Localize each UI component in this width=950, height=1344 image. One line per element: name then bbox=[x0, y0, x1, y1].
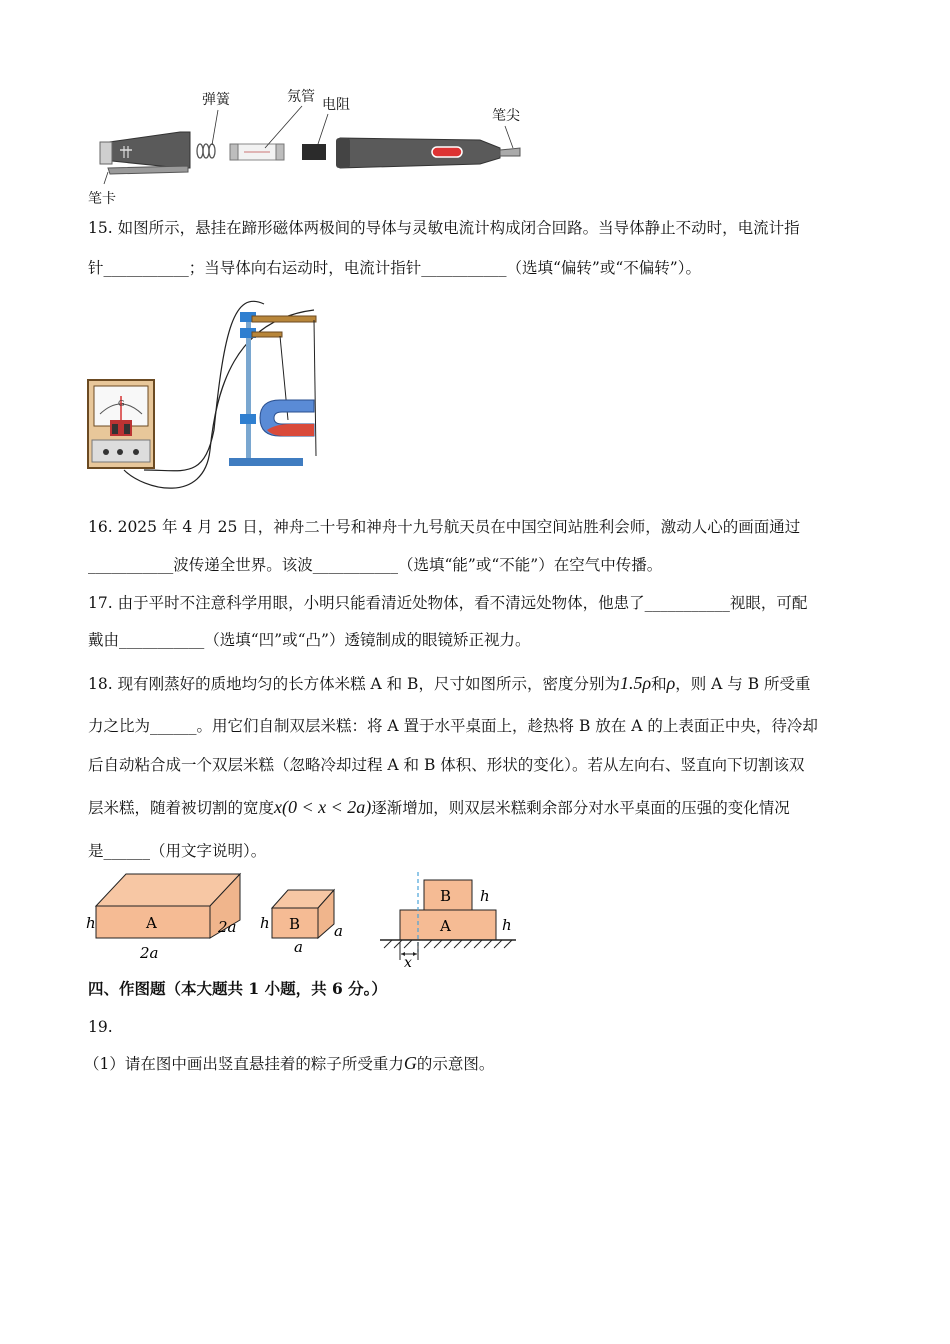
q18-line4-text-b: 逐渐增加，则双层米糕剩余部分对水平桌面的压强的变化情况 bbox=[371, 799, 790, 817]
density-a: 1.5ρ bbox=[619, 673, 652, 693]
q19-sub1-text-a: （1）请在图中画出竖直悬挂着的粽子所受重力 bbox=[84, 1055, 404, 1073]
q16-line2: ___________波传递全世界。该波___________（选填“能”或“不能”）在空气中传播。 bbox=[88, 556, 663, 574]
q18-line3: 后自动粘合成一个双层米糕（忽略冷却过程 A 和 B 体积、形状的变化）。若从左向右、竖直向下切割该双 bbox=[88, 756, 805, 774]
q18-line1-text-b: ，则 A 与 B 所受重 bbox=[675, 675, 811, 693]
fig-a-width: 2a bbox=[140, 944, 159, 962]
q18-line4 bbox=[88, 796, 790, 819]
fig-b-width: a bbox=[294, 938, 303, 956]
rice-cake-figure bbox=[84, 868, 534, 968]
width-expression: x(0 < x < 2a) bbox=[274, 797, 372, 817]
density-b: ρ bbox=[666, 673, 676, 693]
q19-sub1 bbox=[84, 1052, 494, 1075]
label-pen-tip: 笔尖 bbox=[492, 108, 520, 124]
q19-number: 19. bbox=[88, 1018, 113, 1036]
q18-line1-and: 和 bbox=[651, 675, 667, 693]
test-pen-figure bbox=[80, 88, 540, 208]
q17-line2: 戴由___________（选填“凹”或“凸”）透镜制成的眼镜矫正视力。 bbox=[88, 631, 531, 649]
fig-x-label: x bbox=[404, 955, 412, 968]
label-neon-tube: 氖管 bbox=[287, 89, 315, 105]
fig-b-height: h bbox=[260, 914, 270, 932]
label-resistor: 电阻 bbox=[322, 97, 350, 113]
fig-a-depth: 2a bbox=[218, 918, 237, 936]
section4-title: 四、作图题（本大题共 1 小题，共 6 分。） bbox=[88, 979, 387, 998]
q18-line4-text-a: 层米糕，随着被切割的宽度 bbox=[88, 799, 275, 817]
q18-line5: 是______（用文字说明）。 bbox=[88, 842, 267, 860]
q18-line2: 力之比为______。用它们自制双层米糕：将 A 置于水平桌面上，趁热将 B 放在 A 的上表面正中央，待冷却 bbox=[88, 717, 818, 735]
electromagnetic-induction-figure bbox=[84, 290, 344, 504]
q15-line1: 15. 如图所示，悬挂在蹄形磁体两极间的导体与灵敏电流计构成闭合回路。当导体静止不动时，电流计指 bbox=[88, 219, 800, 237]
fig-stack-b-height: h bbox=[480, 887, 490, 905]
fig-a-height: h bbox=[86, 914, 96, 932]
q18-line1 bbox=[88, 672, 811, 695]
label-spring: 弹簧 bbox=[202, 92, 230, 108]
q15-line2: 针___________；当导体向右运动时，电流计指针___________（选填“偏转”或“不偏转”）。 bbox=[88, 259, 701, 277]
fig-stack-a-height: h bbox=[502, 916, 512, 934]
galvanometer-letter: G bbox=[118, 399, 125, 408]
fig-stack-b-label: B bbox=[440, 887, 452, 905]
q18-line1-text-a: 18. 现有刚蒸好的质地均匀的长方体米糕 A 和 B，尺寸如图所示，密度分别为 bbox=[88, 675, 620, 693]
fig-b-label: B bbox=[289, 915, 301, 933]
fig-stack-a-label: A bbox=[440, 917, 451, 935]
q16-line1: 16. 2025 年 4 月 25 日，神舟二十号和神舟十九号航天员在中国空间站胜利会师，激动人心的画面通过 bbox=[88, 518, 801, 536]
fig-a-label: A bbox=[146, 914, 157, 932]
label-pen-clip: 笔卡 bbox=[88, 191, 116, 207]
q19-sub1-text-b: 的示意图。 bbox=[416, 1055, 495, 1073]
q17-line1: 17. 由于平时不注意科学用眼，小明只能看清近处物体，看不清远处物体，他患了___________视眼，可配 bbox=[88, 594, 808, 612]
gravity-symbol: G bbox=[403, 1053, 417, 1073]
fig-b-depth: a bbox=[334, 922, 343, 940]
